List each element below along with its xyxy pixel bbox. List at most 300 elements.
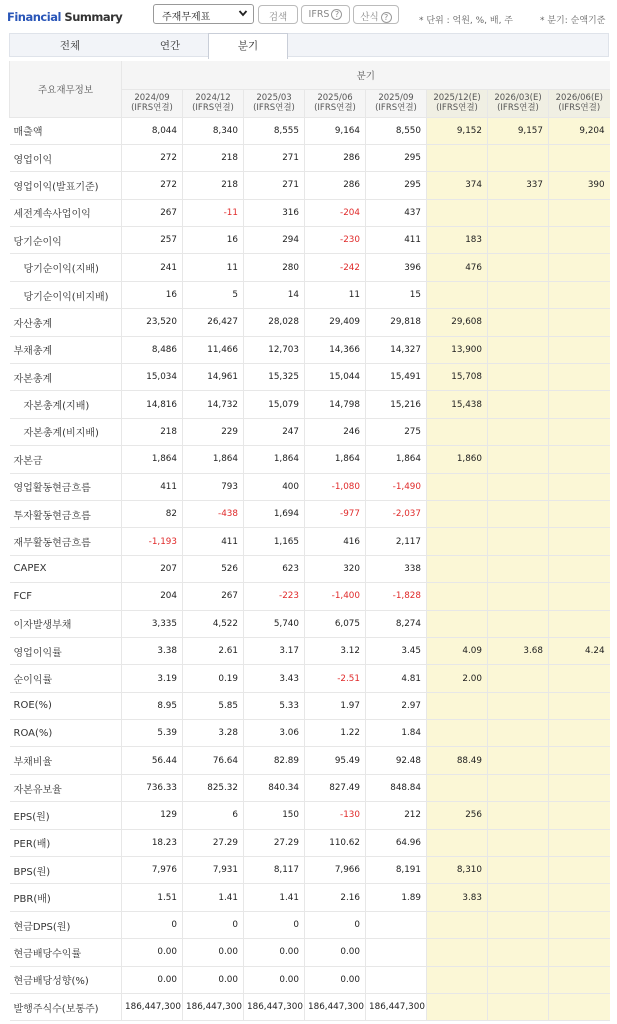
column-basis: (IFRS연결)	[253, 103, 295, 113]
table-cell	[427, 555, 488, 582]
table-cell	[427, 911, 488, 938]
row-label: 부채비율	[10, 747, 122, 774]
table-cell	[427, 528, 488, 555]
table-cell	[488, 144, 549, 171]
row-label: 영업활동현금흐름	[10, 473, 122, 500]
table-cell	[488, 281, 549, 308]
table-cell: 793	[183, 473, 244, 500]
column-date: 2026/03(E)	[494, 93, 542, 103]
table-cell	[549, 336, 610, 363]
table-cell: 3.12	[305, 637, 366, 664]
period-note: * 분기: 순액기준	[540, 16, 606, 26]
table-cell: 0	[305, 911, 366, 938]
table-cell: 390	[549, 172, 610, 199]
table-cell: 411	[122, 473, 183, 500]
table-cell: -2,037	[366, 500, 427, 527]
financial-summary-table	[9, 61, 610, 1021]
table-cell: 15,325	[244, 364, 305, 391]
table-cell	[488, 336, 549, 363]
table-cell: 0.00	[122, 939, 183, 966]
table-cell: 15,034	[122, 364, 183, 391]
table-row	[10, 555, 610, 582]
table-cell	[488, 418, 549, 445]
table-cell: 1,864	[244, 446, 305, 473]
table-cell: 246	[305, 418, 366, 445]
tab-quarterly[interactable]: 분기	[208, 33, 288, 59]
table-cell	[549, 555, 610, 582]
table-cell: 15,708	[427, 364, 488, 391]
table-cell	[427, 583, 488, 610]
table-cell	[427, 966, 488, 993]
table-cell	[488, 254, 549, 281]
table-cell: 186,447,300	[122, 994, 183, 1021]
table-cell: 1,165	[244, 528, 305, 555]
table-cell	[549, 473, 610, 500]
table-cell: 5.33	[244, 692, 305, 719]
table-cell	[488, 555, 549, 582]
table-cell: 8,117	[244, 857, 305, 884]
row-label: 자본총계	[10, 364, 122, 391]
table-cell: 0	[122, 911, 183, 938]
table-cell	[427, 610, 488, 637]
column-header	[183, 89, 244, 117]
table-cell: 13,900	[427, 336, 488, 363]
table-cell: 3.17	[244, 637, 305, 664]
statement-select-value: 주재무제표	[162, 12, 211, 23]
table-row	[10, 884, 610, 911]
table-row	[10, 364, 610, 391]
table-row	[10, 117, 610, 144]
table-cell: 320	[305, 555, 366, 582]
table-cell: 11	[183, 254, 244, 281]
table-cell: 272	[122, 172, 183, 199]
table-cell	[488, 227, 549, 254]
table-cell: 294	[244, 227, 305, 254]
table-cell	[488, 364, 549, 391]
tab-annual[interactable]: 연간	[159, 40, 181, 52]
table-body	[10, 117, 610, 1021]
table-cell	[549, 829, 610, 856]
table-cell: 411	[366, 227, 427, 254]
column-header	[549, 89, 610, 117]
table-cell: -130	[305, 802, 366, 829]
help-icon: ?	[331, 9, 342, 20]
table-cell	[549, 144, 610, 171]
table-cell: 29,409	[305, 309, 366, 336]
ifrs-help-button[interactable]	[301, 5, 350, 24]
table-cell: 1.22	[305, 720, 366, 747]
table-cell: 186,447,300	[366, 994, 427, 1021]
table-cell: 3.83	[427, 884, 488, 911]
table-cell: 7,931	[183, 857, 244, 884]
table-cell: 26,427	[183, 309, 244, 336]
table-cell: 1.51	[122, 884, 183, 911]
table-cell: 736.33	[122, 774, 183, 801]
row-label: 투자활동현금흐름	[10, 500, 122, 527]
column-date: 2025/09	[378, 93, 414, 103]
title-part2: Summary	[60, 10, 123, 24]
table-cell	[549, 418, 610, 445]
row-label: 자본총계(지배)	[10, 391, 122, 418]
table-cell: 186,447,300	[183, 994, 244, 1021]
table-cell: 295	[366, 144, 427, 171]
table-cell: 14	[244, 281, 305, 308]
row-label: PBR(배)	[10, 884, 122, 911]
help-icon: ?	[381, 12, 392, 23]
row-label: 자본총계(비지배)	[10, 418, 122, 445]
table-cell: 15,438	[427, 391, 488, 418]
table-cell: 3.38	[122, 637, 183, 664]
table-cell: 5,740	[244, 610, 305, 637]
table-cell: 374	[427, 172, 488, 199]
table-cell	[488, 829, 549, 856]
table-cell: 218	[183, 172, 244, 199]
table-cell: 337	[488, 172, 549, 199]
table-cell: 12,703	[244, 336, 305, 363]
table-cell	[549, 500, 610, 527]
column-date: 2025/06	[317, 93, 353, 103]
column-date: 2026/06(E)	[555, 93, 603, 103]
table-cell	[427, 692, 488, 719]
table-cell	[488, 857, 549, 884]
table-cell	[488, 309, 549, 336]
table-row	[10, 336, 610, 363]
table-cell	[549, 911, 610, 938]
table-cell: 257	[122, 227, 183, 254]
table-cell	[488, 939, 549, 966]
table-cell: 256	[427, 802, 488, 829]
table-cell	[488, 473, 549, 500]
table-cell: 204	[122, 583, 183, 610]
table-row	[10, 829, 610, 856]
chevron-down-icon	[238, 8, 248, 18]
table-cell	[488, 391, 549, 418]
table-cell: 0.00	[305, 939, 366, 966]
table-cell: 5	[183, 281, 244, 308]
row-label: 현금DPS(원)	[10, 911, 122, 938]
table-row	[10, 583, 610, 610]
table-cell	[549, 966, 610, 993]
table-cell	[488, 583, 549, 610]
table-cell	[427, 281, 488, 308]
row-label: 당기순이익	[10, 227, 122, 254]
column-date: 2025/12(E)	[433, 93, 481, 103]
table-row	[10, 994, 610, 1021]
table-row	[10, 391, 610, 418]
table-cell	[488, 911, 549, 938]
table-cell: 16	[183, 227, 244, 254]
table-cell: 15,216	[366, 391, 427, 418]
table-cell: 5.85	[183, 692, 244, 719]
table-cell: -438	[183, 500, 244, 527]
table-cell: 27.29	[244, 829, 305, 856]
table-cell: 212	[366, 802, 427, 829]
table-cell: 3.06	[244, 720, 305, 747]
table-cell	[549, 254, 610, 281]
table-cell: 9,164	[305, 117, 366, 144]
table-cell: -1,490	[366, 473, 427, 500]
table-cell	[549, 309, 610, 336]
table-cell: 28,028	[244, 309, 305, 336]
table-cell: 3,335	[122, 610, 183, 637]
table-cell: 0.00	[122, 966, 183, 993]
table-cell	[549, 774, 610, 801]
table-cell: 207	[122, 555, 183, 582]
table-cell: 2.00	[427, 665, 488, 692]
table-cell: 2.97	[366, 692, 427, 719]
table-cell: 3.68	[488, 637, 549, 664]
table-cell: 1,864	[183, 446, 244, 473]
table-cell	[549, 227, 610, 254]
table-cell	[549, 857, 610, 884]
search-button[interactable]: 검색	[258, 5, 298, 24]
table-cell: -1,828	[366, 583, 427, 610]
table-cell	[488, 199, 549, 226]
formula-help-button[interactable]	[353, 5, 399, 24]
table-cell: 1.41	[244, 884, 305, 911]
row-label: 자산총계	[10, 309, 122, 336]
table-cell: 411	[183, 528, 244, 555]
table-cell: 247	[244, 418, 305, 445]
row-header: 주요재무정보	[10, 61, 122, 117]
table-row	[10, 172, 610, 199]
table-cell: 27.29	[183, 829, 244, 856]
table-cell: 1,864	[305, 446, 366, 473]
row-label: 이자발생부채	[10, 610, 122, 637]
table-cell: 4.09	[427, 637, 488, 664]
table-cell: -1,080	[305, 473, 366, 500]
row-label: FCF	[10, 583, 122, 610]
table-cell	[549, 391, 610, 418]
table-cell: 8,044	[122, 117, 183, 144]
row-label: 자본유보율	[10, 774, 122, 801]
table-cell: 286	[305, 144, 366, 171]
table-row	[10, 802, 610, 829]
table-cell	[488, 774, 549, 801]
table-row	[10, 720, 610, 747]
table-cell	[427, 500, 488, 527]
table-cell: 5.39	[122, 720, 183, 747]
table-cell: 15,491	[366, 364, 427, 391]
ifrs-label: IFRS	[308, 9, 330, 20]
table-cell	[366, 911, 427, 938]
table-cell: 8,486	[122, 336, 183, 363]
column-basis: (IFRS연결)	[314, 103, 356, 113]
table-cell: 8,310	[427, 857, 488, 884]
column-date: 2024/09	[134, 93, 170, 103]
table-cell: 316	[244, 199, 305, 226]
table-cell: 476	[427, 254, 488, 281]
table-cell: 23,520	[122, 309, 183, 336]
table-cell	[549, 199, 610, 226]
table-cell: -223	[244, 583, 305, 610]
table-cell: 3.43	[244, 665, 305, 692]
table-row	[10, 473, 610, 500]
table-cell	[549, 692, 610, 719]
row-label: CAPEX	[10, 555, 122, 582]
table-cell: 1.97	[305, 692, 366, 719]
table-row	[10, 774, 610, 801]
table-row	[10, 500, 610, 527]
title-part1: Financial	[7, 10, 61, 24]
table-cell: 2.16	[305, 884, 366, 911]
column-basis: (IFRS연결)	[497, 103, 539, 113]
table-cell: -977	[305, 500, 366, 527]
table-cell: 0.19	[183, 665, 244, 692]
table-cell	[488, 966, 549, 993]
table-cell: 82	[122, 500, 183, 527]
table-cell: 0	[183, 911, 244, 938]
column-header	[366, 89, 427, 117]
table-cell: -11	[183, 199, 244, 226]
table-cell: 14,816	[122, 391, 183, 418]
table-cell: 241	[122, 254, 183, 281]
table-cell: 8,191	[366, 857, 427, 884]
table-cell: 8,555	[244, 117, 305, 144]
table-cell	[488, 446, 549, 473]
table-cell: 8,340	[183, 117, 244, 144]
table-cell: 88.49	[427, 747, 488, 774]
table-row	[10, 199, 610, 226]
table-cell: 1.84	[366, 720, 427, 747]
table-cell: 8.95	[122, 692, 183, 719]
table-row	[10, 857, 610, 884]
table-cell: 218	[183, 144, 244, 171]
tab-all[interactable]: 전체	[59, 40, 81, 52]
table-cell: 186,447,300	[305, 994, 366, 1021]
table-cell: 416	[305, 528, 366, 555]
row-label: 부채총계	[10, 336, 122, 363]
table-cell	[488, 528, 549, 555]
row-label: 재무활동현금흐름	[10, 528, 122, 555]
table-cell	[488, 692, 549, 719]
table-cell: 129	[122, 802, 183, 829]
table-cell: 0.00	[183, 939, 244, 966]
table-cell: -1,400	[305, 583, 366, 610]
unit-note: * 단위 : 억원, %, 배, 주	[419, 16, 513, 26]
table-cell	[549, 665, 610, 692]
table-cell	[488, 747, 549, 774]
row-label: 영업이익(발표기준)	[10, 172, 122, 199]
table-row	[10, 144, 610, 171]
column-date: 2024/12	[195, 93, 231, 103]
row-label: 매출액	[10, 117, 122, 144]
column-header	[488, 89, 549, 117]
table-cell: 6,075	[305, 610, 366, 637]
table-cell	[549, 281, 610, 308]
table-cell	[427, 473, 488, 500]
table-cell: 4.81	[366, 665, 427, 692]
table-cell	[549, 747, 610, 774]
table-cell: 9,152	[427, 117, 488, 144]
table-cell: 14,961	[183, 364, 244, 391]
row-label: 자본금	[10, 446, 122, 473]
row-label: 당기순이익(비지배)	[10, 281, 122, 308]
table-cell	[427, 994, 488, 1021]
table-row	[10, 254, 610, 281]
table-cell: 338	[366, 555, 427, 582]
page-title	[7, 10, 122, 24]
table-cell	[488, 500, 549, 527]
table-cell: 286	[305, 172, 366, 199]
table-row	[10, 911, 610, 938]
column-header	[305, 89, 366, 117]
row-label: 현금배당수익률	[10, 939, 122, 966]
column-date: 2025/03	[256, 93, 292, 103]
table-cell: 64.96	[366, 829, 427, 856]
table-cell	[488, 994, 549, 1021]
table-cell: 2.61	[183, 637, 244, 664]
row-label: 당기순이익(지배)	[10, 254, 122, 281]
row-label: 현금배당성향(%)	[10, 966, 122, 993]
table-cell	[488, 884, 549, 911]
table-cell: 7,966	[305, 857, 366, 884]
table-cell	[427, 939, 488, 966]
table-cell: 1.41	[183, 884, 244, 911]
table-cell: 1,864	[366, 446, 427, 473]
table-cell: 1,864	[122, 446, 183, 473]
table-cell: 4,522	[183, 610, 244, 637]
table-cell	[427, 418, 488, 445]
column-header	[122, 89, 183, 117]
table-cell	[549, 364, 610, 391]
toolbar	[0, 0, 617, 32]
table-cell: 1.89	[366, 884, 427, 911]
table-cell: 0.00	[244, 939, 305, 966]
table-cell: 11	[305, 281, 366, 308]
table-row	[10, 637, 610, 664]
statement-select[interactable]	[153, 4, 254, 24]
table-cell: 16	[122, 281, 183, 308]
row-label: ROE(%)	[10, 692, 122, 719]
table-cell: 11,466	[183, 336, 244, 363]
table-cell	[549, 994, 610, 1021]
table-cell: 14,798	[305, 391, 366, 418]
table-cell: 825.32	[183, 774, 244, 801]
table-cell: 14,327	[366, 336, 427, 363]
table-cell: -204	[305, 199, 366, 226]
table-cell: 7,976	[122, 857, 183, 884]
table-cell: 183	[427, 227, 488, 254]
table-cell: 92.48	[366, 747, 427, 774]
table-cell: 4.24	[549, 637, 610, 664]
formula-label: 산식	[360, 12, 379, 23]
table-cell: -230	[305, 227, 366, 254]
row-label: PER(배)	[10, 829, 122, 856]
row-label: 순이익률	[10, 665, 122, 692]
table-cell: 267	[122, 199, 183, 226]
table-cell: 29,818	[366, 309, 427, 336]
row-label: ROA(%)	[10, 720, 122, 747]
table-cell: 76.64	[183, 747, 244, 774]
table-cell	[427, 199, 488, 226]
table-cell	[549, 583, 610, 610]
column-basis: (IFRS연결)	[558, 103, 601, 113]
table-row	[10, 418, 610, 445]
row-label: 발행주식수(보통주)	[10, 994, 122, 1021]
table-cell	[366, 966, 427, 993]
table-cell: 9,204	[549, 117, 610, 144]
table-row	[10, 281, 610, 308]
table-cell: 8,274	[366, 610, 427, 637]
table-row	[10, 446, 610, 473]
table-row	[10, 939, 610, 966]
table-cell: 0.00	[305, 966, 366, 993]
row-label: 영업이익률	[10, 637, 122, 664]
table-cell: 29,608	[427, 309, 488, 336]
table-cell: 272	[122, 144, 183, 171]
table-cell	[549, 802, 610, 829]
